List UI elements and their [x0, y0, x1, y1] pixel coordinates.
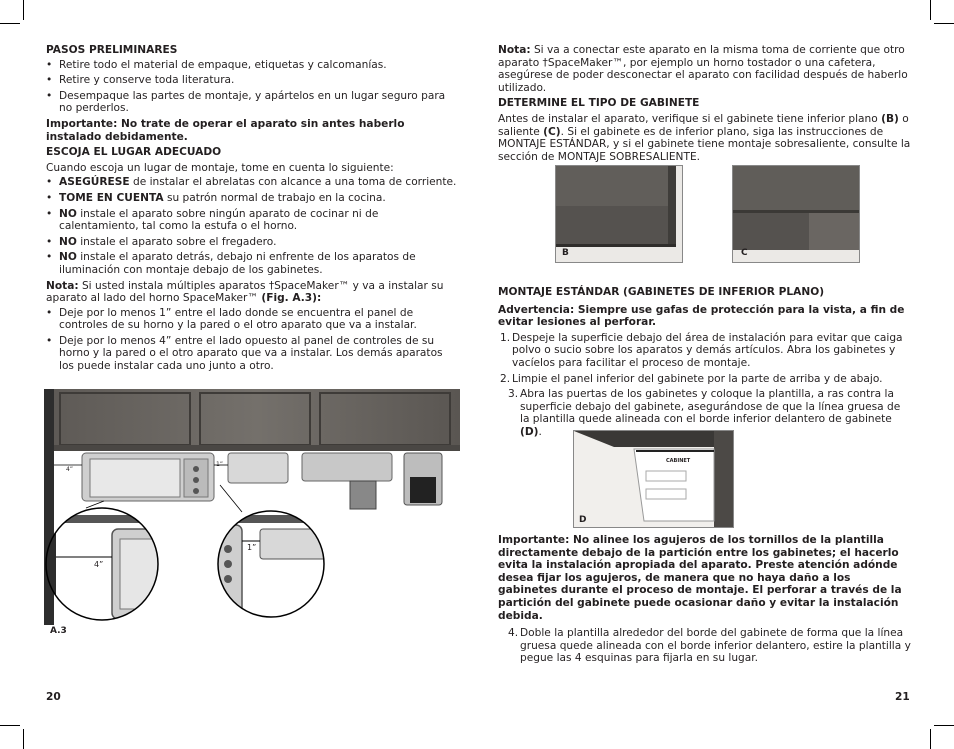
cabinet-type-text: Antes de instalar el aparato, verifique si el gabinete tiene inferior plano (B) o saliente (C). Si el gabinete es de inferior plano, siga las instrucciones de MONTAJE ESTÁNDAR, y si el gabinete tiene montaje sobresaliente, consulte la sección de MONTAJE SOBRESALIENTE.: [498, 112, 911, 163]
list-item: • Desempaque las partes de montaje, y apártelos en un lugar seguro para no perderlos.: [46, 90, 460, 115]
overhang-cabinet-photo: [733, 166, 859, 262]
crop-mark: [23, 0, 24, 20]
crop-mark: [0, 725, 20, 726]
figure-b-label: B: [562, 248, 569, 258]
heading-standard-mounting: MONTAJE ESTÁNDAR (GABINETES DE INFERIOR PLANO): [498, 286, 825, 298]
list-item: • Retire y conserve toda literatura.: [46, 74, 460, 87]
important-note: Importante: No trate de operar el aparato sin antes haberlo instalado debidamente.: [46, 117, 405, 143]
dimension-label: 4”: [66, 466, 73, 473]
list-item: • NO instale el aparato sobre ningún aparato de cocinar ni de calentamiento, tal como la estufa o el horno.: [46, 208, 460, 233]
figure-a3-illustration: [44, 389, 460, 625]
figure-d-label: D: [579, 515, 587, 525]
preliminary-list: [46, 59, 460, 115]
dimension-label: 1”: [247, 543, 257, 552]
location-intro: Cuando escoja un lugar de montaje, tome en cuenta lo siguiente:: [46, 161, 394, 174]
crop-mark: [0, 23, 20, 24]
list-item: 2. Limpie el panel inferior del gabinete por la parte de arriba y de abajo.: [500, 372, 883, 385]
heading-preliminary-steps: PASOS PRELIMINARES: [46, 44, 178, 56]
list-item: • NO instale el aparato sobre el fregadero.: [46, 236, 460, 249]
figure-d-template-placement: [573, 430, 734, 528]
flat-cabinet-photo: [556, 166, 682, 262]
template-label: CABINET: [666, 458, 691, 464]
list-item: • NO instale el aparato detrás, debajo ni enfrente de los aparatos de iluminación con montaje debajo de los gabinetes.: [46, 251, 460, 276]
crop-mark: [930, 0, 931, 20]
safety-warning: Advertencia: Siempre use gafas de protección para la vista, a fin de evitar lesiones al perforar.: [498, 303, 905, 329]
heading-cabinet-type: DETERMINE EL TIPO DE GABINETE: [498, 97, 700, 110]
page-number-left: 20: [46, 691, 61, 703]
figure-a3-label: A.3: [50, 626, 67, 636]
figure-c-overhang-cabinet: [732, 165, 860, 263]
template-photo: [574, 431, 733, 527]
left-column: [46, 44, 460, 376]
spacemaker-note: Nota: Si usted instala múltiples aparatos †SpaceMaker™ y va a instalar su aparato al lado del horno SpaceMaker™ (Fig. A.3):: [46, 279, 444, 305]
outlet-note: Nota: Si va a conectar este aparato en la misma toma de corriente que otro aparato †SpaceMaker™, por ejemplo un horno tostador o una cafetera, asegúrese de poder desconectar el aparato con facilidad después de haberlo utilizado.: [498, 44, 908, 94]
dimension-label: 1”: [216, 461, 223, 468]
mounting-steps-continued: [498, 627, 912, 665]
list-item: • TOME EN CUENTA su patrón normal de trabajo en la cocina.: [46, 192, 460, 205]
list-item: • ASEGÚRESE de instalar el abrelatas con alcance a una toma de corriente.: [46, 176, 460, 189]
right-column: [498, 44, 912, 163]
list-item: • Deje por lo menos 4” entre el lado opuesto al panel de controles de su horno y la pared o el otro aparato que va a instalar. Los demás aparatos los puede instalar cada uno junto a otro.: [46, 335, 460, 373]
figure-b-flat-bottom-cabinet: [555, 165, 683, 263]
crop-mark: [930, 729, 931, 749]
list-item: 1. Despeje la superficie debajo del área de instalación para evitar que caiga polvo o sucio sobre los aparatos y demás artículos. Abra los gabinetes y vacíelos para facilitar el proceso de montaje.: [500, 331, 903, 369]
list-item: • Retire todo el material de empaque, etiquetas y calcomanías.: [46, 59, 460, 72]
list-item: 3. Abra las puertas de los gabinetes y coloque la plantilla, a ras contra la superficie debajo del gabinete, asegurándose de que la línea gruesa de la plantilla quede alineada con el borde inferior delantero de gabinete (D).: [508, 388, 901, 438]
right-column-lower: [498, 286, 912, 442]
dimension-label: 4”: [94, 560, 104, 569]
heading-choose-location: ESCOJA EL LUGAR ADECUADO: [46, 146, 222, 159]
spacing-list: [46, 307, 460, 373]
important-alignment-note: Importante: No alinee los agujeros de los tornillos de la plantilla directamente debajo de la partición entre los gabinetes; el hacerlo evita la instalación apropiada del aparato. Preste atención adónde desea fijar los agujeros, de manera que no haya daño a los gabinetes durante el proceso de montaje. El perforar a través de la partición del gabinete puede ocasionar daño y evitar la instalación debida.: [498, 534, 902, 622]
figure-c-label: C: [741, 248, 748, 258]
right-column-bottom: [498, 534, 912, 668]
crop-mark: [934, 725, 954, 726]
crop-mark: [934, 23, 954, 24]
crop-mark: [23, 729, 24, 749]
kitchen-appliances-drawing: [44, 389, 460, 625]
page-number-right: 21: [895, 691, 910, 703]
list-item: • Deje por lo menos 1” entre el lado donde se encuentra el panel de controles de su horno y la pared o el otro aparato que va a instalar.: [46, 307, 460, 332]
mounting-steps: [498, 332, 912, 439]
list-item: 4. Doble la plantilla alrededor del borde del gabinete de forma que la línea gruesa quede alineada con el borde inferior delantero, estire la plantilla y pegue las 4 esquinas para fijarla en su lugar.: [508, 627, 911, 665]
location-list: [46, 176, 460, 276]
